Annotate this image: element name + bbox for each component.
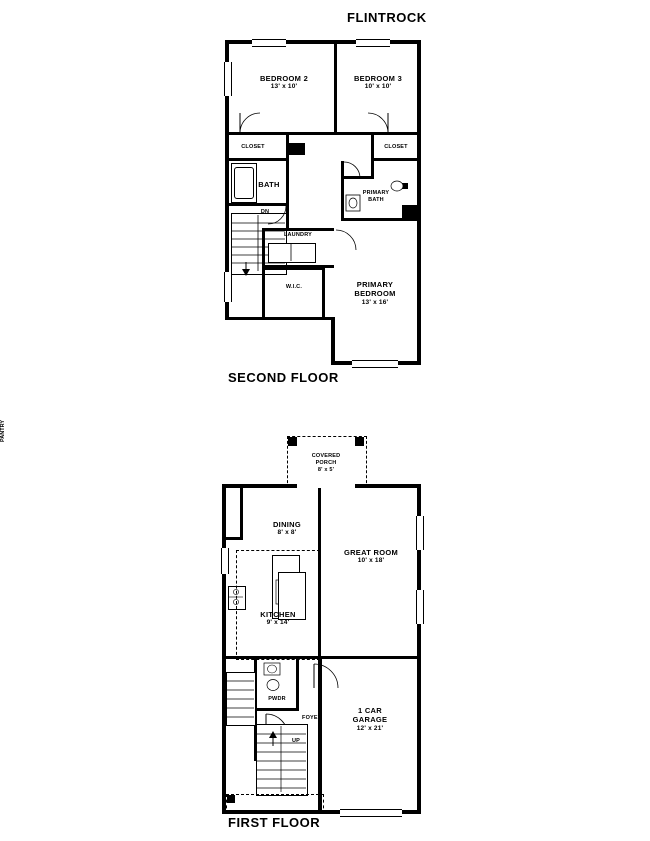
room-primary-bedroom-line1: PRIMARY — [356, 280, 394, 289]
room-foyer-label: FOYER — [302, 715, 322, 721]
room-covered-porch — [290, 453, 362, 474]
room-primary-bath-line1: PRIMARY — [362, 190, 390, 196]
door-bedroom3 — [368, 113, 390, 135]
window-great-right-1 — [416, 516, 424, 550]
fixture-block-bed2 — [289, 143, 305, 155]
room-wic-label: W.I.C. — [285, 284, 303, 290]
page-title: FLINTROCK — [347, 10, 427, 25]
room-kitchen-dim: 9' x 14' — [266, 619, 290, 627]
room-bedroom3 — [340, 74, 416, 92]
door-porch-opening — [297, 483, 355, 489]
room-garage-line1: 1 CAR — [357, 706, 382, 715]
room-garage — [332, 706, 408, 733]
stairs-up-label: UP — [291, 738, 301, 744]
room-bedroom2-name: BEDROOM 2 — [259, 74, 309, 83]
room-bedroom2 — [240, 74, 328, 92]
window-great-right-2 — [416, 590, 424, 624]
window-bed3-top — [356, 39, 390, 47]
room-great-dim: 10' x 18' — [357, 557, 385, 565]
room-great-name: GREAT ROOM — [343, 548, 399, 557]
room-closet-right-label: CLOSET — [384, 144, 408, 150]
wall-closet-left-bottom — [229, 158, 289, 161]
room-bedroom2-dim: 13' x 10' — [270, 83, 298, 91]
wall-dining-greatroom — [318, 488, 321, 510]
laundry-appliance-divider — [268, 243, 314, 261]
room-primary-bedroom-line2: BEDROOM — [354, 289, 396, 299]
bathtub-inner — [234, 167, 254, 199]
window-bed2-top — [252, 39, 286, 47]
window-primary-bottom — [352, 360, 398, 368]
wall-bath-right — [286, 161, 289, 206]
room-bedroom3-name: BEDROOM 3 — [353, 74, 403, 83]
wall-exterior-bottom-left — [225, 317, 335, 320]
porch-post-right — [355, 437, 364, 446]
room-laundry-label: LAUNDRY — [283, 232, 313, 238]
wall-pwdr-bottom — [254, 708, 299, 711]
stairs-up-arrow — [264, 730, 282, 746]
stairs-up-upper-treads — [226, 672, 254, 724]
second-floor-plan — [0, 0, 650, 380]
wall-bed2-bed3-divider — [334, 44, 337, 132]
room-primary-bedroom-dim: 13' x 16' — [361, 298, 389, 306]
wall-pantry-bottom — [226, 537, 243, 540]
room-pwdr-label: PWDR — [268, 696, 286, 702]
stairs-dn-label: DN — [260, 209, 270, 215]
stoop-post — [227, 795, 235, 803]
fixture-block-primary — [402, 205, 418, 219]
room-dining-dim: 8' x 8' — [277, 529, 297, 537]
window-primary-left — [224, 272, 232, 302]
wall-wic-top — [265, 268, 325, 270]
wall-wic-divider — [322, 268, 325, 318]
door-to-garage — [314, 664, 340, 690]
wall-laundry-top — [262, 228, 334, 231]
window-garage-door — [340, 809, 402, 817]
first-floor-plan — [0, 420, 650, 840]
room-primary-bedroom — [336, 280, 414, 307]
first-floor-label: FIRST FLOOR — [228, 815, 321, 830]
room-pantry-label: PANTRY — [0, 420, 6, 442]
wall-left-jog — [331, 317, 335, 365]
wall-closet-right-bottom — [371, 158, 421, 161]
wall-kitchen-bottom — [226, 656, 321, 659]
room-covered-porch-line1: COVERED — [311, 453, 341, 459]
kitchen-ceiling-dashed — [236, 550, 320, 660]
room-primary-bath — [352, 190, 400, 204]
room-garage-line2: GARAGE — [352, 715, 388, 725]
wall-first-left — [222, 484, 226, 814]
wall-primary-bath-topright — [371, 161, 374, 179]
room-covered-porch-dim: 8' x 5' — [317, 466, 335, 473]
stairs-down-arrow — [236, 262, 256, 276]
wall-garage-top — [318, 656, 421, 659]
room-kitchen-name: KITCHEN — [260, 610, 296, 619]
wall-closet-right-left — [371, 135, 374, 161]
wall-laundry-left — [262, 228, 265, 268]
wall-wic-right — [262, 268, 265, 318]
room-dining-name: DINING — [272, 520, 302, 529]
second-floor-label: SECOND FLOOR — [228, 370, 339, 385]
entry-stoop — [226, 794, 324, 814]
room-bath-label: BATH — [258, 180, 280, 189]
window-dining-left — [221, 548, 229, 574]
door-primary-bath — [344, 162, 360, 178]
wall-exterior-right — [417, 40, 421, 365]
room-kitchen — [240, 610, 316, 628]
room-covered-porch-line2: PORCH — [315, 459, 337, 466]
room-primary-bath-line2: BATH — [368, 196, 384, 203]
sink-pwdr — [264, 663, 280, 675]
porch-post-left — [288, 437, 297, 446]
window-bed2-left — [224, 62, 232, 96]
room-bedroom3-dim: 10' x 10' — [364, 83, 392, 91]
door-bedroom2 — [240, 113, 262, 135]
wall-pwdr-right — [296, 659, 299, 711]
room-great — [326, 548, 416, 566]
room-dining — [252, 520, 322, 538]
room-closet-left-label: CLOSET — [241, 144, 265, 150]
toilet-pwdr — [265, 678, 281, 692]
door-primary-bedroom — [336, 230, 356, 250]
wall-pantry-right — [240, 488, 243, 540]
room-garage-dim: 12' x 21' — [356, 724, 384, 732]
